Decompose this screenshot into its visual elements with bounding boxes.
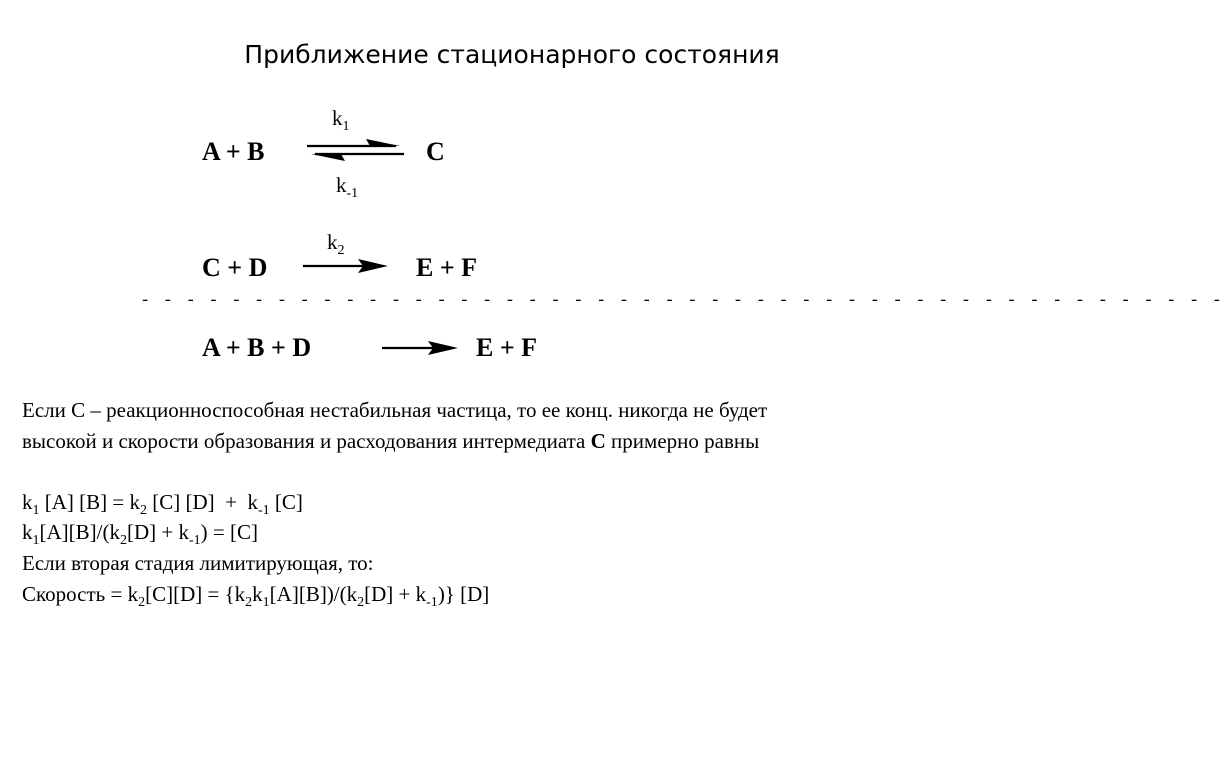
reaction2-products: E + F bbox=[416, 253, 478, 282]
equilibrium-arrow bbox=[307, 139, 404, 161]
overall-reactants: A + B + D bbox=[202, 333, 312, 362]
k2-label: $k_2$ bbox=[327, 230, 345, 259]
forward-arrow-reaction2 bbox=[303, 259, 388, 273]
condition-text: Если вторая стадия лимитирующая, то: bbox=[22, 551, 374, 575]
reaction1-reactants: A + B bbox=[202, 137, 265, 166]
equation-concentration-c: $k_1[A][B]/(k_2[D] + k_{-1}) = [C]$ bbox=[22, 520, 258, 549]
k-minus1-label: $k_{-1}$ bbox=[336, 173, 359, 202]
equation-steady-state: $k_1$ [A] $[B] = k_2$ [C] $[D] + k_{-1}$ [C] bbox=[22, 490, 303, 519]
k1-label: $k_1$ bbox=[332, 106, 350, 135]
reaction1-product: C bbox=[426, 137, 445, 166]
slide-title: Приближение стационарного состояния bbox=[244, 40, 780, 69]
overall-products: E + F bbox=[476, 333, 538, 362]
rate-equation: Скорость = $k_2[C][D] = \{k_2k_1[A][B])/(k_2[D] + k_{-1})$} [D] bbox=[22, 582, 490, 611]
divider-dashed-line: - - - - - - - - - - - - - - - - - - - - - - - - - - - - - - - - - - - - - - - - - - - - - - - - bbox=[140, 292, 1223, 311]
forward-arrow-overall bbox=[382, 341, 458, 355]
explanation-line2: высокой и скорости образования и расходования интермедиата C примерно равны bbox=[22, 429, 760, 453]
explanation-line1: Если C – реакционноспособная нестабильная частица, то ее конц. никогда не будет bbox=[22, 398, 768, 422]
reaction2-reactants: C + D bbox=[202, 253, 268, 282]
